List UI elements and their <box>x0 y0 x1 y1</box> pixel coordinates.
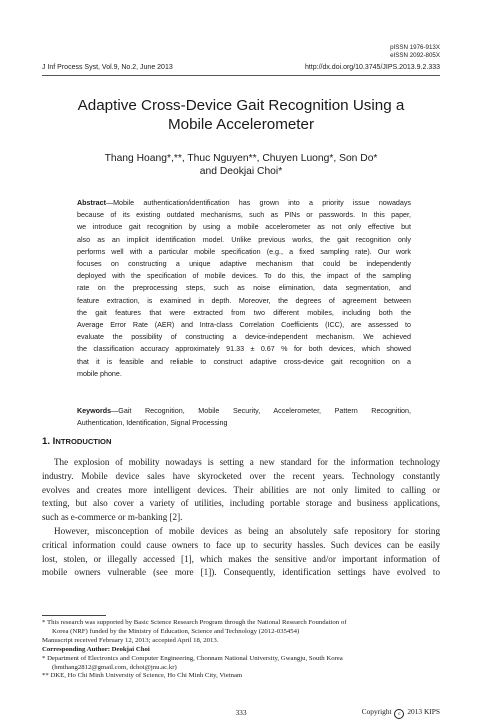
body-line: mobile owners vulnerable (see more [1]). Consequently, identification settings have evolved to <box>42 567 440 578</box>
abstract-line: we introduce gait recognition by using a mobile accelerometer as not only effective but <box>77 223 411 232</box>
abstract-line: mobile phone. <box>77 369 122 378</box>
footnote-funding-cont: Korea (NRF) funded by the Ministry of Education, Science and Technology (2012-035454) <box>52 627 300 635</box>
footnote-manuscript: Manuscript received February 12, 2013; accepted April 18, 2013. <box>42 636 219 644</box>
body-line: evolves and creates more intelligent devices. Their abilities are not only limited to calling or <box>42 484 440 495</box>
copyright-suffix: 2013 KIPS <box>407 707 440 716</box>
authors-line: Thang Hoang*,**, Thuc Nguyen**, Chuyen Luong*, Son Do* <box>104 153 378 164</box>
footnote-affiliation: * Department of Electronics and Computer Engineering, Chonnam National University, Gwangju, South Korea <box>42 654 343 662</box>
body-line: texting, but also cover a variety of utilities, including portable storage and business applications, <box>42 498 440 509</box>
header-rule <box>42 75 440 76</box>
footnote-funding: * This research was supported by Basic Science Research Program through the National Research Foundation of <box>42 619 347 626</box>
abstract-line: also as an implicit identification model. Unlike previous works, the gait recognition only <box>77 235 411 244</box>
abstract-line: because of its existing outdated mechanisms, such as PINs or passwords. In this paper, <box>77 211 411 220</box>
abstract-text: —Mobile authentication/identification has grown into a priority issue nowadays <box>105 199 411 207</box>
keywords-line: Authentication, Identification, Signal Processing <box>77 419 228 428</box>
body-line: However, misconception of mobile devices as being an absolutely safe repository for storing <box>54 525 440 536</box>
issn-print: pISSN 1976-913X <box>390 44 440 51</box>
keywords-text: —Gait Recognition, Mobile Security, Accelerometer, Pattern Recognition, <box>111 407 411 415</box>
abstract-line: deployed with the specification of mobile devices. To do this, the impact of the sampling <box>77 272 411 281</box>
abstract-line <box>77 197 411 209</box>
abstract-label: Abstract <box>77 199 106 207</box>
body-text <box>42 456 440 580</box>
abstract-line: performs well with a particular mobile specification (e.g., a fixed sampling rate). Our work <box>77 247 411 256</box>
doi-link[interactable]: http://dx.doi.org/10.3745/JIPS.2013.9.2.333 <box>304 64 440 71</box>
authors-line: and Deokjai Choi* <box>199 166 283 177</box>
title-line: Adaptive Cross-Device Gait Recognition Using a <box>77 97 405 114</box>
section-heading <box>42 436 111 447</box>
footnote-affiliation: ** DKE, Ho Chi Minh University of Science, Ho Chi Minh City, Vietnam <box>42 672 243 680</box>
page-number: 333 <box>235 708 247 717</box>
journal-reference: J Inf Process Syst, Vol.9, No.2, June 2013 <box>42 64 173 71</box>
paper-title <box>42 96 440 134</box>
footnote-corresponding <box>42 646 440 655</box>
abstract-line: evaluate the possibility of constructing a device-independent mechanism. We achieved <box>77 333 411 342</box>
abstract-line: focuses on constructing a unique adaptive mechanism that could be independently <box>77 260 411 269</box>
copyright-prefix: Copyright <box>361 707 392 716</box>
body-line: critical information could cause owners to face up to security hassles. Such devices can be easily <box>42 539 440 550</box>
abstract-line: feature extraction, is examined in depth. Moreover, the degrees of agreement between <box>77 296 411 305</box>
copyright-icon: c <box>394 709 404 719</box>
abstract-line: Average Error Rate (AER) and Intra-class Correlation Coefficients (ICC), are assessed to <box>77 321 411 330</box>
copyright-notice <box>362 707 440 719</box>
abstract <box>77 197 411 380</box>
abstract-line: the gait features that were extracted from two different mobiles, including both the <box>77 308 411 317</box>
keywords-line <box>77 405 411 417</box>
section-number: 1. I <box>42 436 56 447</box>
body-line: industry. Mobile device sales have skyrocketed over the recent years. Technology constantly <box>42 470 440 481</box>
title-line: Mobile Accelerometer <box>167 116 315 133</box>
body-line: The explosion of mobility nowadays is setting a new standard for the information technology <box>54 457 440 467</box>
abstract-line: that it is feasible and reliable to construct adaptive cross-device gait recognition on a <box>77 357 411 366</box>
abstract-line: the classification accuracy approximately 91.33 ± 0.67 % for both devices, which showed <box>77 345 411 354</box>
issn-block <box>390 44 440 59</box>
keywords <box>77 405 411 429</box>
corresponding-author: Corresponding Author: Deokjai Choi <box>42 645 150 653</box>
author-list <box>42 152 440 178</box>
footnote-emails: (hmthang2812@gmail.com, dchoi@jnu.ac.kr) <box>52 663 177 671</box>
body-line: lost, stolen, or illegally accessed [1], which makes the sensitive and/or important information of <box>42 553 440 564</box>
footnote-rule <box>42 615 106 616</box>
issn-electronic: eISSN 2092-805X <box>390 51 440 59</box>
body-line: such as e-commerce or m-banking [2]. <box>42 512 183 523</box>
keywords-label: Keywords <box>77 407 112 415</box>
footnotes <box>42 619 440 681</box>
section-title: NTRODUCTION <box>55 437 112 446</box>
abstract-line: rate on the preprocessing steps, such as noise elimination, data segmentation, and <box>77 284 411 293</box>
